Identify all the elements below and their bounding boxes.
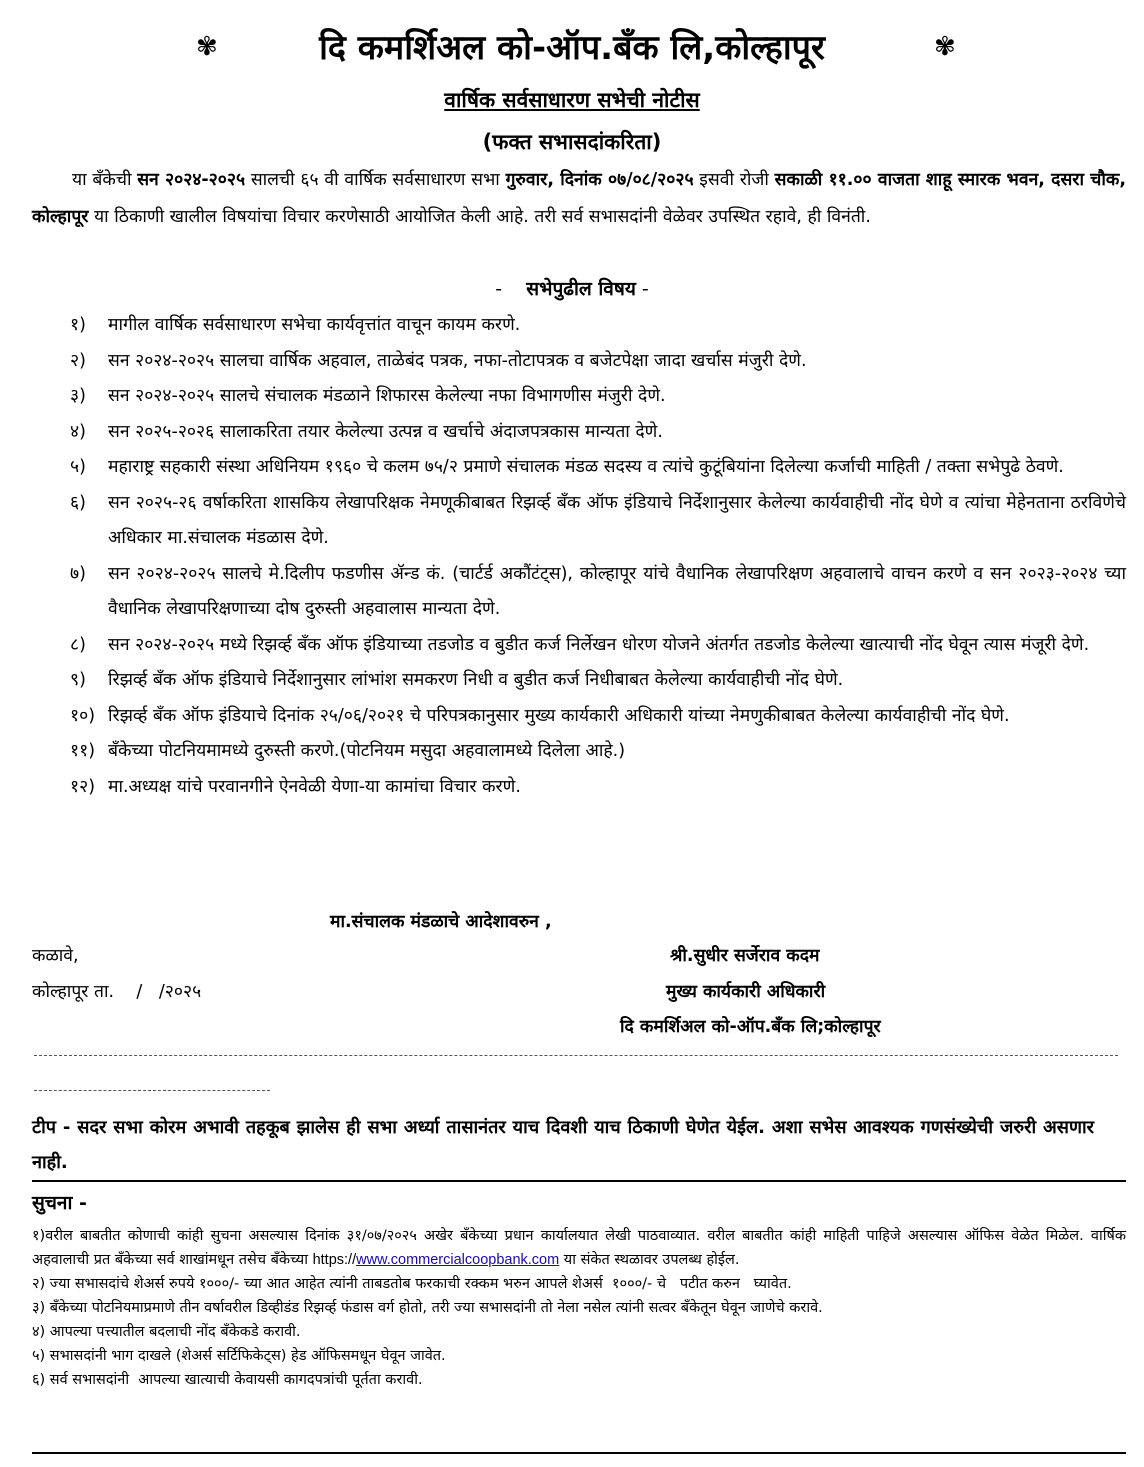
instructions-list — [32, 1224, 1126, 1392]
intro-text: सालची ६५ वी वार्षिक सर्वसाधारण सभा — [245, 170, 506, 190]
agenda-item-number: १०) — [70, 705, 96, 726]
agenda-item-number: १) — [70, 315, 86, 335]
meeting-date: गुरुवार, दिनांक ०७/०८/२०२५ — [505, 170, 694, 190]
website-prefix: https:// — [312, 1252, 357, 1268]
instruction-item — [32, 1224, 1126, 1272]
quorum-note: टीप - सदर सभा कोरम अभावी तहकूब झालेस ही सभा अर्ध्या तासानंतर याच दिवशी याच ठिकाणी घेणेत येईल. अशा सभेस आवश्यक गणसंख्येची जरुरी असणार नाही. — [32, 1117, 1094, 1173]
agenda-item — [70, 628, 1126, 664]
agenda-item-number: ५) — [70, 457, 86, 477]
agenda-item — [70, 486, 1126, 557]
agenda-heading — [0, 274, 1144, 304]
dashed-divider — [34, 1055, 1118, 1056]
agenda-item-text: रिझर्व्ह बँक ऑफ इंडियाचे दिनांक २५/०६/२०२१ चे परिपत्रकानुसार मुख्य कार्यकारी अधिकारी यांच्या नेमणुकीबाबत केलेल्या कार्यवाहीची नोंद घेणे. — [108, 705, 1010, 726]
place-date: कोल्हापूर ता. / /२०२५ — [32, 982, 202, 1002]
agenda-item-text: बँकेच्या पोटनियमामध्ये दुरुस्ती करणे.(पोटनियम मसुदा अहवालामध्ये दिलेला आहे.) — [108, 741, 626, 761]
agenda-item — [70, 308, 1126, 344]
instruction-item: २) ज्या सभासदांचे शेअर्स रुपये १०००/- च्या आत आहेत त्यांनी ताबडतोब फरकाची रक्कम भरुन आपले शेअर्स १०००/- चे पटीत करुन घ्यावेत. — [32, 1276, 792, 1292]
agenda-title: सभेपुढील विषय — [526, 278, 636, 300]
agenda-item-number: ६) — [70, 492, 86, 513]
agenda-item-number: ७) — [70, 563, 86, 584]
agenda-item-number: ४) — [70, 421, 86, 442]
agenda-item-text: रिझर्व्ह बँक ऑफ इंडियाचे निर्देशानुसार लांभांश समकरण निधी व बुडीत कर्ज निधीबाबत केलेल्या कार्यवाहीची नोंद घेणे. — [108, 670, 844, 690]
horizontal-rule — [32, 1452, 1126, 1454]
agenda-item-text: सन २०२५-२६ वर्षाकरिता शासकिय लेखापरिक्षक नेमणूकीबाबत रिझर्व्ह बँक ऑफ इंडियाचे निर्देशानुसार केलेल्या कार्यवाहीची नोंद घेणे व त्यांचा मेहेनताना ठरविणेचे अधिकार मा.संचालक मंडळास देणे. — [108, 492, 1126, 548]
agenda-item-text: मागील वार्षिक सर्वसाधारण सभेचा कार्यवृत्तांत वाचून कायम करणे. — [108, 315, 521, 335]
dashed-divider — [34, 1090, 270, 1091]
intro-text: इसवी रोजी — [693, 170, 775, 190]
instruction-item: ३) बँकेच्या पोटनियमाप्रमाणे तीन वर्षावरील डिव्हीडंड रिझर्व्ह फंडास वर्ग होतो, तरी ज्या सभासदांनी तो नेला नसेल त्यांनी सत्वर बँकेतून घेवून जाणेचे करावे. — [32, 1300, 823, 1316]
agenda-item-number: ३) — [70, 386, 86, 406]
intro-year: सन २०२४-२०२५ — [137, 170, 246, 190]
agenda-item-text: सन २०२४-२०२५ मध्ये रिझर्व्ह बँक ऑफ इंडियाच्या तडजोड व बुडीत कर्ज निर्लेखन धोरण योजने अंतर्गत तडजोड केलेल्या खात्याची नोंद घेवून त्यास मंजूरी देणे. — [108, 634, 1090, 655]
agenda-item-number: ११) — [70, 741, 96, 761]
signatory-name: श्री.सुधीर सर्जेराव कदम — [670, 946, 820, 966]
agenda-item — [70, 663, 1126, 699]
agenda-item — [70, 450, 1126, 486]
agenda-item-number: २) — [70, 350, 86, 371]
by-order-text: मा.संचालक मंडळाचे आदेशावरुन , — [330, 912, 552, 932]
instruction-item: ५) सभासदांनी भाग दाखले (शेअर्स सर्टिफिकेट्स) हेड ऑफिसमधून घेवून जावेत. — [32, 1348, 446, 1364]
agenda-item — [70, 557, 1126, 628]
flower-ornament-icon: ✾ — [196, 32, 218, 62]
agenda-item — [70, 734, 1126, 770]
agenda-item — [70, 344, 1126, 380]
signatory-organization: दि कमर्शिअल को-ऑप.बँक लि;कोल्हापूर — [620, 1017, 881, 1037]
intro-text: या बँकेची — [72, 170, 138, 190]
agenda-item-text: सन २०२४-२०२५ सालचे संचालक मंडळाने शिफारस केलेल्या नफा विभागणीस मंजुरी देणे. — [108, 386, 666, 406]
notice-title: वार्षिक सर्वसाधारण सभेची नोटीस — [444, 88, 700, 112]
intro-paragraph — [32, 162, 1126, 236]
horizontal-rule — [32, 1180, 1126, 1182]
agenda-item-number: ९) — [70, 670, 86, 690]
header — [0, 20, 1144, 76]
meeting-time-venue: सकाळी ११.०० वाजता शाहू स्मारक भवन, दसरा चौक, कोल्हापूर — [32, 170, 1126, 227]
agenda-item-text: महाराष्ट्र सहकारी संस्था अधिनियम १९६० चे कलम ७५/२ प्रमाणे संचालक मंडळ सदस्य व त्यांचे कुटूंबियांना दिलेल्या कर्जाची माहिती / तक्ता सभेपुढे ठेवणे. — [108, 457, 1064, 477]
agenda-item-number: १२) — [70, 776, 96, 797]
agenda-item-text: सन २०२४-२०२५ सालचे मे.दिलीप फडणीस ॲन्ड कं. (चार्टर्ड अकौंटंट्स), कोल्हापूर यांचे वैधानिक लेखापरिक्षण अहवालाचे वाचन करणे व सन २०२३-२०२४ च्या वैधानिक लेखापरिक्षणाच्या दोष दुरुस्ती अहवालास मान्यता देणे. — [108, 563, 1126, 619]
instruction-item: ६) सर्व सभासदांनी आपल्या खात्याची केवायसी कागदपत्रांची पूर्तता करावी. — [32, 1372, 423, 1388]
flower-ornament-icon: ✾ — [934, 32, 956, 62]
agenda-list — [70, 308, 1126, 805]
website-link[interactable]: www.commercialcoopbank.com — [356, 1252, 560, 1268]
agenda-dash: - — [495, 278, 503, 300]
agenda-item — [70, 770, 1126, 806]
intro-text: या ठिकाणी खालील विषयांचा विचार करणेसाठी आयोजित केली आहे. तरी सर्व सभासदांनी वेळेवर उपस्थित रहावे, ही विनंती. — [88, 207, 871, 227]
agenda-item-text: मा.अध्यक्ष यांचे परवानगीने ऐनवेळी येणा-या कामांचा विचार करणे. — [108, 776, 521, 797]
closing-text: कळावे, — [32, 946, 79, 966]
instruction-text: या संकेत स्थळावर उपलब्ध होईल. — [559, 1252, 740, 1268]
agenda-item — [70, 699, 1126, 735]
bank-title: दि कमर्शिअल को-ऑप.बँक लि,कोल्हापूर — [319, 28, 825, 68]
agenda-item-text: सन २०२५-२०२६ सालाकरिता तयार केलेल्या उत्पन्न व खर्चाचे अंदाजपत्रकास मान्यता देणे. — [108, 421, 663, 442]
instruction-text: १)वरील बाबतीत कोणाची कांही सुचना असल्यास दिनांक ३१/०७/२०२५ अखेर बँकेच्या प्रधान कार्यालयात लेखी पाठवाव्यात. वरील बाबतीत कांही माहिती पाहिजे असल्यास ऑफिस वेळेत मिळेल. वार्षिक अहवालाची प्रत बँकेच्या सर्व शाखांमधून तसेच बँकेच्या — [32, 1228, 1126, 1268]
instruction-item: ४) आपल्या पत्त्यातील बदलाची नोंद बँकेकडे करावी. — [32, 1324, 301, 1340]
agenda-item — [70, 415, 1126, 451]
agenda-dash: - — [641, 278, 649, 300]
agenda-item-text: सन २०२४-२०२५ सालचा वार्षिक अहवाल, ताळेबंद पत्रक, नफा-तोटापत्रक व बजेटपेक्षा जादा खर्चास मंजुरी देणे. — [108, 350, 807, 371]
agenda-item-number: ८) — [70, 634, 86, 655]
agenda-item — [70, 379, 1126, 415]
members-only-label: (फक्त सभासदांकरिता) — [482, 130, 662, 154]
signatory-designation: मुख्य कार्यकारी अधिकारी — [666, 982, 826, 1002]
instructions-heading: सुचना - — [32, 1192, 87, 1214]
